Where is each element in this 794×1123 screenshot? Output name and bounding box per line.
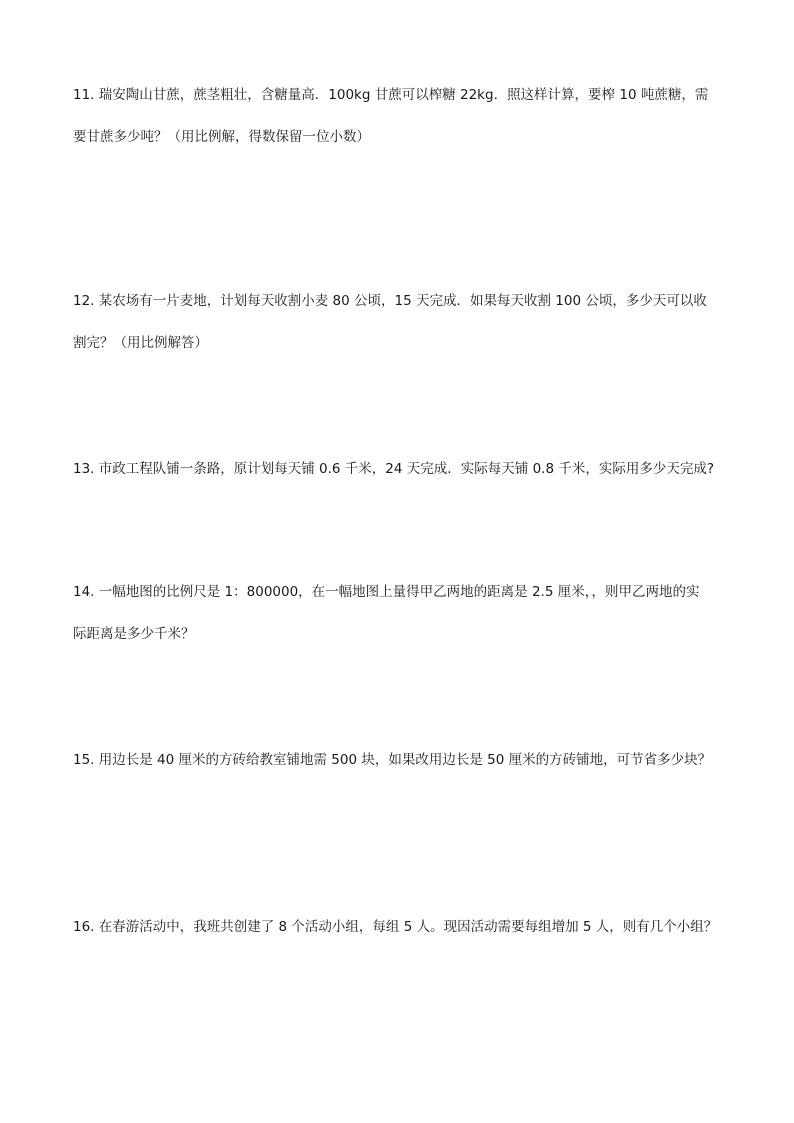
problem-15-line-1: 15. 用边长是 40 厘米的方砖给教室铺地需 500 块，如果改用边长是 50 厘米的方砖铺地，可节省多少块？	[73, 752, 712, 768]
problem-11	[73, 74, 723, 158]
problem-12-line-2: 割完？（用比例解答）	[73, 335, 208, 351]
problem-12-line-1: 12. 某农场有一片麦地，计划每天收割小麦 80 公顷，15 天完成．如果每天收割 100 公顷，多少天可以收	[73, 293, 707, 309]
problem-11-line-1: 11. 瑞安陶山甘蔗，蔗茎粗壮，含糖量高．100kg 甘蔗可以榨糖 22kg．照这样计算，要榨 10 吨蔗糖，需	[73, 87, 709, 103]
problem-13	[73, 448, 723, 490]
problem-14-line-1: 14. 一幅地图的比例尺是 1：800000，在一幅地图上量得甲乙两地的距离是 2.5 厘米，，则甲乙两地的实	[73, 584, 700, 600]
problem-16	[73, 906, 723, 948]
problem-16-line-1: 16. 在春游活动中，我班共创建了 8 个活动小组，每组 5 人。现因活动需要每组增加 5 人，则有几个小组？	[73, 919, 718, 935]
problem-12	[73, 280, 723, 364]
problem-14	[73, 571, 723, 655]
problem-11-line-2: 要甘蔗多少吨？（用比例解，得数保留一位小数）	[73, 129, 370, 145]
problem-13-line-1: 13. 市政工程队铺一条路，原计划每天铺 0.6 千米，24 天完成．实际每天铺 0.8 千米，实际用多少天完成?	[73, 461, 714, 477]
problem-15	[73, 739, 723, 781]
problem-14-line-2: 际距离是多少千米？	[73, 626, 195, 642]
